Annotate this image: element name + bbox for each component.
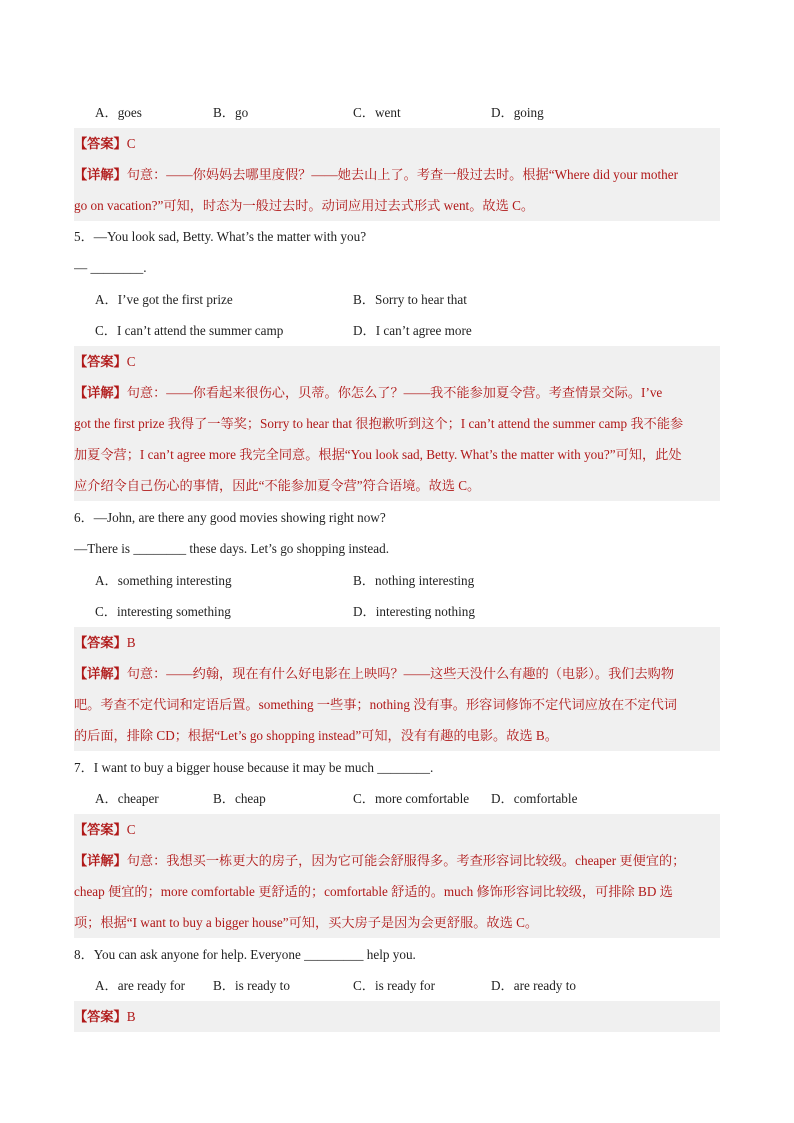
q5-stem-line-1: 5．—You look sad, Betty. What’s the matter with you? <box>74 229 367 244</box>
q7-option-b: B．cheap <box>213 791 266 806</box>
q6-option-a: A．something interesting <box>95 573 232 588</box>
q7-answer-value: C <box>126 822 136 837</box>
q5-explanation-line-3: 加夏令营；I can’t agree more 我完全同意。根据“You look sad, Betty. What’s the matter with you?”可知，此处 <box>74 439 720 470</box>
q8-options <box>74 970 720 1001</box>
q6-options-row-1 <box>74 565 720 596</box>
q7-stem: 7．I want to buy a bigger house because it may be much ________. <box>74 760 434 775</box>
q5-option-a: A．I’ve got the first prize <box>95 292 233 307</box>
q5-explanation-line-4: 应介绍令自己伤心的事情，因此“不能参加夏令营”符合语境。故选 C。 <box>74 470 720 501</box>
q6-explanation-line-3: 的后面，排除 CD；根据“Let’s go shopping instead”可知，没有有趣的电影。故选 B。 <box>74 720 720 751</box>
q5-option-d: D．I can’t agree more <box>353 323 472 338</box>
q7-option-c: C．more comfortable <box>353 791 470 806</box>
q7-explanation-line-1: 【详解】句意：我想买一栋更大的房子，因为它可能会舒服得多。考查形容词比较级。cheaper 更便宜的； <box>74 845 720 876</box>
q8-option-a: A．are ready for <box>95 978 186 993</box>
q4-answer-value: C <box>126 136 136 151</box>
q4-option-c: C．went <box>353 105 401 120</box>
q8-option-d: D．are ready to <box>491 978 576 993</box>
q6-option-c: C．interesting something <box>95 604 231 619</box>
q6-answer-value: B <box>126 635 136 650</box>
q8-answer-value: B <box>126 1009 136 1024</box>
q4-option-a: A．goes <box>95 105 142 120</box>
q7-option-d: D．comfortable <box>491 791 578 806</box>
q5-option-c: C．I can’t attend the summer camp <box>95 323 284 338</box>
q6-option-d: D．interesting nothing <box>353 604 475 619</box>
q4-answer <box>74 128 720 159</box>
q6-option-b: B．nothing interesting <box>353 573 475 588</box>
q7-answer: 【答案】C <box>74 814 720 845</box>
q5-stem-line-2: — ________. <box>74 260 147 275</box>
q6-stem-line-2: —There is ________ these days. Let’s go shopping instead. <box>74 541 389 556</box>
q4-explanation-line-1: 【详解】句意：——你妈妈去哪里度假？——她去山上了。考查一般过去时。根据“Where did your mother <box>74 159 720 190</box>
q6-explanation-line-2: 吧。考查不定代词和定语后置。something 一些事；nothing 没有事。形容词修饰不定代词应放在不定代词 <box>74 689 720 720</box>
q5-explanation-line-2: got the first prize 我得了一等奖；Sorry to hear that 很抱歉听到这个；I can’t attend the summer camp 我不能参 <box>74 408 720 439</box>
q7-options <box>74 783 720 814</box>
q7-explanation-line-3: 项；根据“I want to buy a bigger house”可知，买大房子是因为会更舒服。故选 C。 <box>74 907 720 938</box>
q5-answer-value: C <box>126 354 136 369</box>
q7-explanation-line-2: cheap 便宜的；more comfortable 更舒适的；comfortable 舒适的。much 修饰形容词比较级，可排除 BD 选 <box>74 876 720 907</box>
q8-stem: 8．You can ask anyone for help. Everyone _________ help you. <box>74 947 416 962</box>
q6-answer: 【答案】B <box>74 627 720 658</box>
q5-option-b: B．Sorry to hear that <box>353 292 467 307</box>
q4-option-b: B．go <box>213 105 249 120</box>
answer-label: 【答案】 <box>74 136 127 151</box>
q8-option-b: B．is ready to <box>213 978 290 993</box>
q8-option-c: C．is ready for <box>353 978 436 993</box>
q5-options-row-2 <box>74 315 720 346</box>
q5-explanation-line-1: 【详解】句意：——你看起来很伤心，贝蒂。你怎么了？——我不能参加夏令营。考查情景交际。I’ve <box>74 377 720 408</box>
q7-option-a: A．cheaper <box>95 791 159 806</box>
q8-answer: 【答案】B <box>74 1001 720 1032</box>
q6-options-row-2 <box>74 596 720 627</box>
q4-option-d: D．going <box>491 105 544 120</box>
q6-stem-line-1: 6．—John, are there any good movies showing right now? <box>74 510 386 525</box>
q5-answer: 【答案】C <box>74 346 720 377</box>
q4-explanation-line-2: go on vacation?”可知，时态为一般过去时。动词应用过去式形式 went。故选 C。 <box>74 190 720 221</box>
explanation-label: 【详解】 <box>74 167 127 182</box>
q5-options-row-1 <box>74 284 720 315</box>
q6-explanation-line-1: 【详解】句意：——约翰，现在有什么好电影在上映吗？——这些天没什么有趣的（电影）。我们去购物 <box>74 658 720 689</box>
q4-options <box>74 97 720 128</box>
